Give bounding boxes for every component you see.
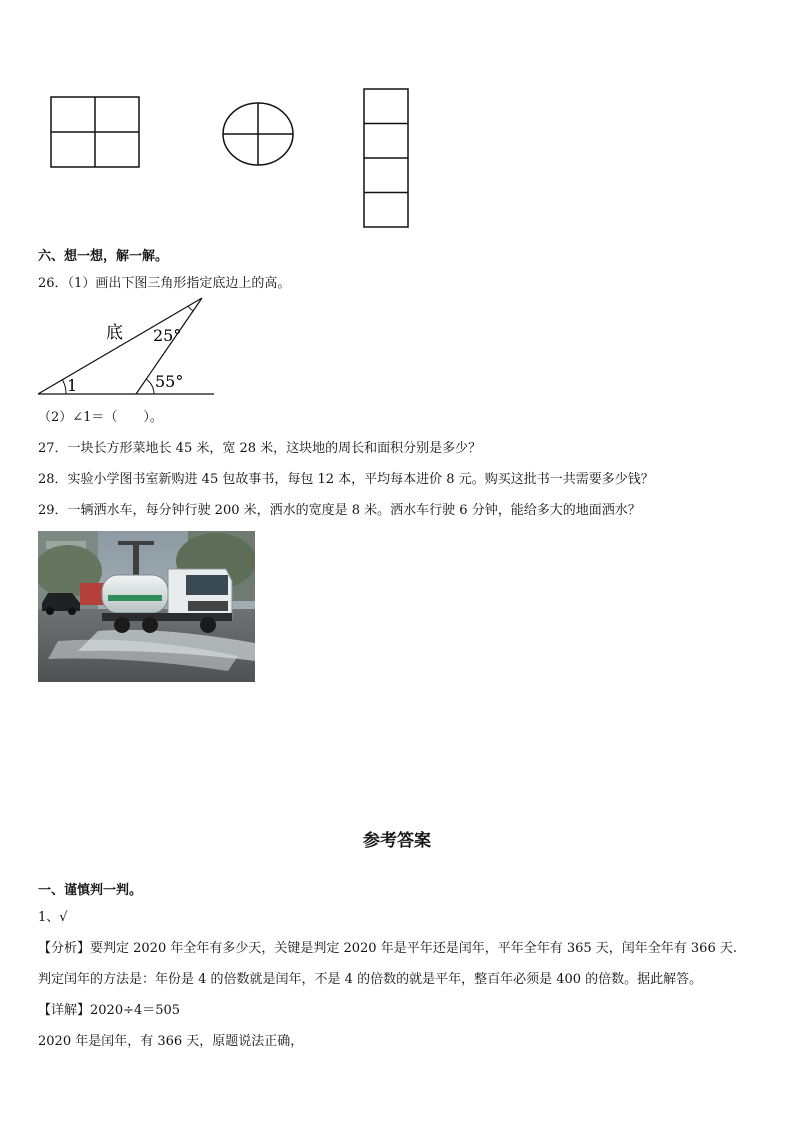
question-28: 28．实验小学图书室新购进 45 包故事书，每包 12 本，平均每本进价 8 元。购买这批书一共需要多少钱？ — [38, 472, 654, 487]
sprinkler-truck-photo — [38, 531, 255, 682]
conclusion-line: 2020 年是闰年，有 366 天，原题说法正确， — [38, 1034, 304, 1049]
answers-title: 参考答案 — [363, 831, 431, 851]
triangle-top-angle-label: 25° — [153, 326, 182, 345]
analysis-line-1: 【分析】要判定 2020 年全年有多少天，关键是判定 2020 年是平年还是闰年，平年全年有 365 天，闰年全年有 366 天. — [38, 941, 737, 956]
vertical-strip-figure — [363, 88, 411, 229]
analysis-line-2: 判定闰年的方法是：年份是 4 的倍数就是闰年，不是 4 的倍数的就是平年，整百年必须是 400 的倍数。据此解答。 — [38, 972, 703, 987]
triangle-right-angle-label: 55° — [155, 372, 184, 391]
detail-line: 【详解】2020÷4＝505 — [38, 1003, 181, 1018]
section-heading: 六、想一想，解一解。 — [38, 249, 169, 264]
triangle-angle-1-label: 1 — [67, 376, 78, 395]
question-29: 29．一辆洒水车，每分钟行驶 200 米，洒水的宽度是 8 米。洒水车行驶 6 分钟，能给多大的地面洒水？ — [38, 503, 641, 518]
answer-item-1: 1、√ — [38, 910, 68, 925]
question-26-part2: （2）∠1＝（ ）。 — [38, 410, 163, 425]
triangle-diagram — [36, 294, 218, 398]
rectangle-quartered-figure — [50, 96, 142, 168]
question-26-part1: 26．（1）画出下图三角形指定底边上的高。 — [38, 276, 291, 291]
question-27: 27．一块长方形菜地长 45 米，宽 28 米，这块地的周长和面积分别是多少？ — [38, 441, 482, 456]
circle-quartered-figure — [221, 102, 295, 166]
triangle-base-label: 底 — [106, 323, 123, 343]
part1-heading: 一、谨慎判一判。 — [38, 883, 143, 898]
